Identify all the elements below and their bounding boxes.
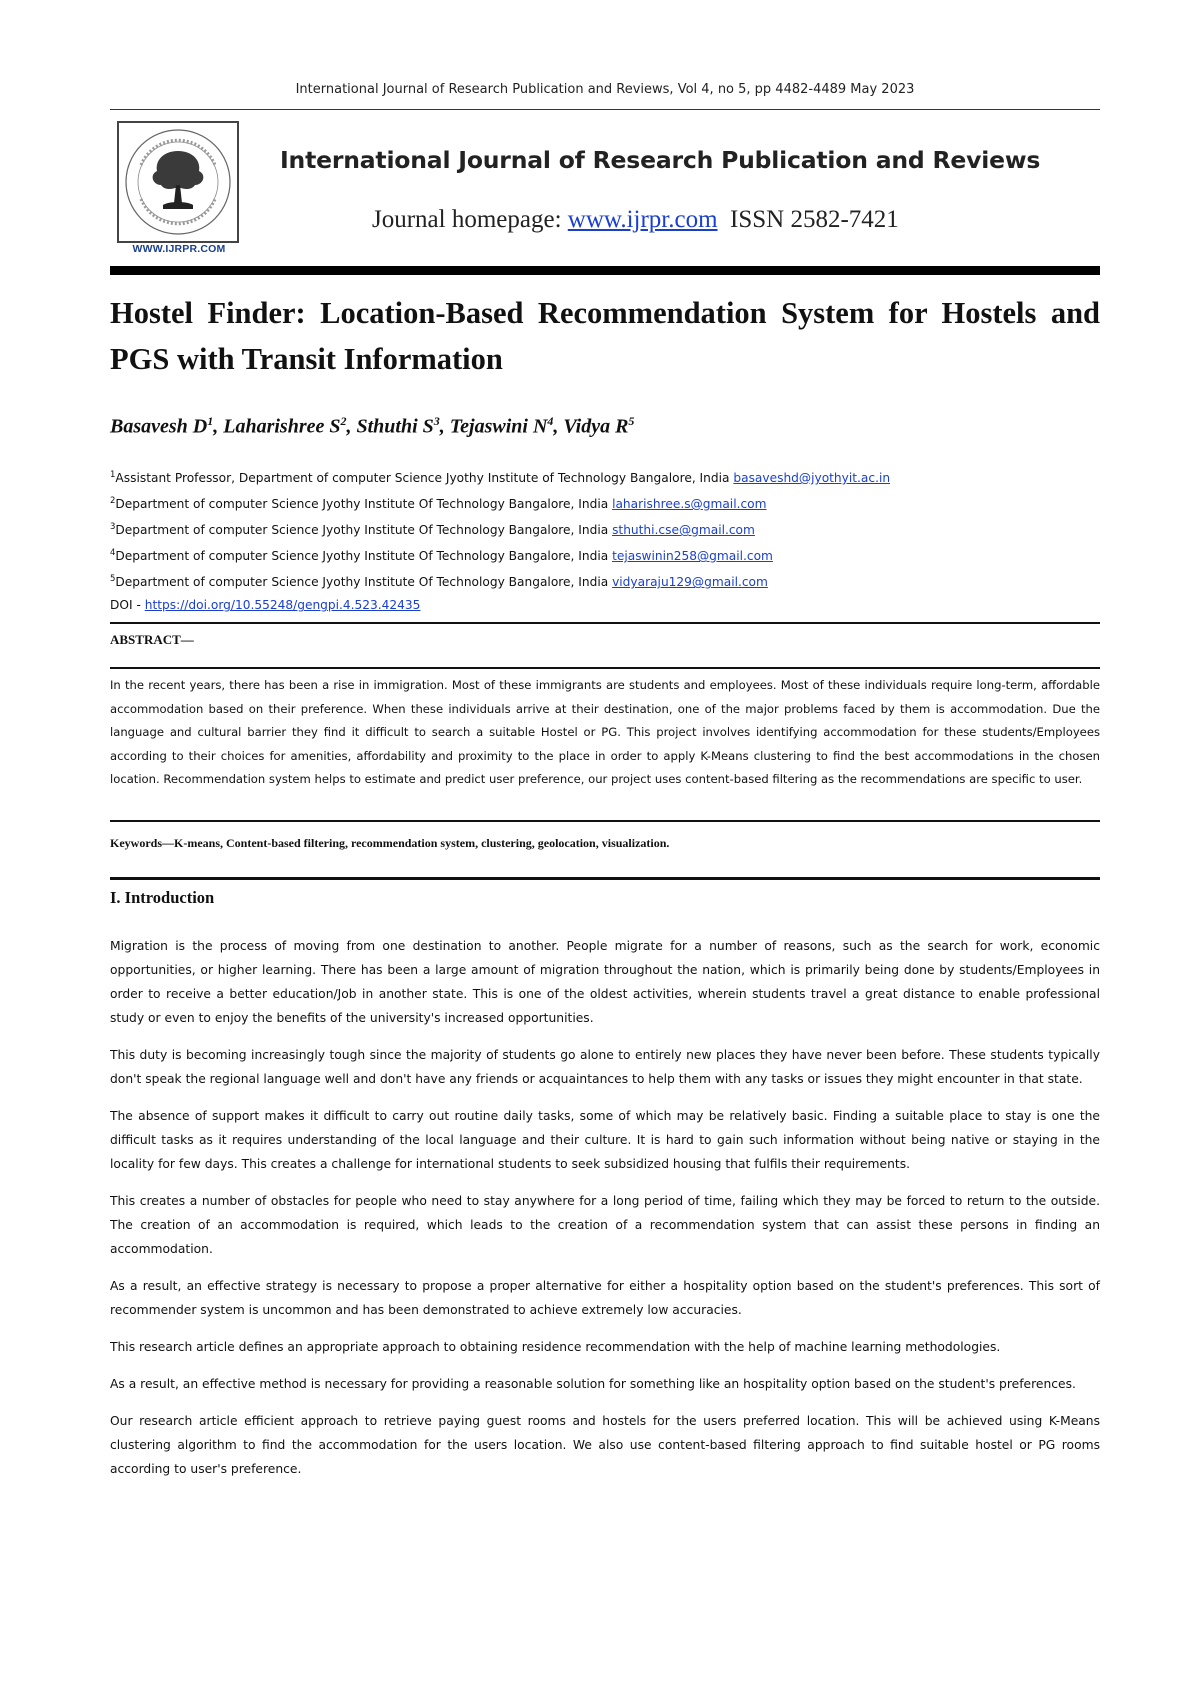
affiliation-sup: 1	[110, 470, 116, 480]
paragraph: Migration is the process of moving from one destination to another. People migrate for a number of reasons, such as the search for work, economic opportunities, or higher learning. There has been a large amount of migration throughout the nation, which is primarily being done by students/Employees in order to receive a better education/Job in another state. This is one of the oldest activities, wherein students travel a great distance to enable professional study or even to enjoy the benefits of the university's increased opportunities.	[110, 939, 1100, 1025]
author-sup: 3	[433, 414, 440, 428]
author: Tejaswini N	[449, 415, 548, 438]
author-sup: 2	[340, 414, 347, 428]
running-head: International Journal of Research Publication and Reviews, Vol 4, no 5, pp 4482-4489 May 2023	[295, 82, 915, 97]
doi-label: DOI -	[110, 598, 145, 613]
paragraph: As a result, an effective method is necessary for providing a reasonable solution for something like an hospitality option based on the student's preferences.	[110, 1377, 1076, 1391]
header-rule	[110, 109, 1100, 110]
journal-homepage	[372, 206, 899, 234]
affiliation-line	[110, 490, 1100, 516]
paragraph: The absence of support makes it difficult to carry out routine daily tasks, some of which may be relatively basic. Finding a suitable place to stay is one the difficult tasks as it requires understanding of the local language and their culture. It is hard to gain such information without being native or staying in the locality for few days. This creates a challenge for international students to seek subsidized housing that fulfils their requirements.	[110, 1109, 1100, 1171]
abstract-mid-rule	[110, 667, 1100, 669]
author: Vidya R	[563, 415, 629, 438]
author: Sthuthi S	[356, 415, 434, 438]
section-rule	[110, 877, 1100, 880]
affiliation-line	[110, 568, 1100, 594]
email-link[interactable]: vidyaraju129@gmail.com	[612, 575, 768, 590]
paragraph: Our research article efficient approach to retrieve paying guest rooms and hostels for the users preferred location. This will be achieved using K-Means clustering algorithm to find the accommodation for the users location. We also use content-based filtering approach to find suitable hostel or PG rooms according to user's preference.	[110, 1414, 1100, 1476]
author: Laharishree S	[223, 415, 341, 438]
abstract-bottom-rule	[110, 820, 1100, 822]
author-sup: 5	[628, 414, 635, 428]
paragraph: This duty is becoming increasingly tough since the majority of students go alone to entirely new places they have never been before. These students typically don't speak the regional language well and don't have any friends or acquaintances to help them with any tasks or issues they might encounter in that state.	[110, 1048, 1100, 1086]
issn: ISSN 2582-7421	[730, 206, 899, 233]
affiliation-text: Department of computer Science Jyothy Institute Of Technology Bangalore, India	[115, 497, 613, 512]
homepage-label: Journal homepage:	[372, 206, 568, 233]
author-list: Basavesh $D^1$, Laharishree $S^2$, Sthuthi $S^3$, Tejaswini $N^4$, Vidya $R^5$	[110, 414, 635, 438]
abstract-top-rule	[110, 622, 1100, 624]
author-sup: 4	[547, 414, 554, 428]
introduction-body	[110, 934, 1100, 1494]
affiliation-line	[110, 464, 1100, 490]
paper-title: Hostel Finder: Location-Based Recommendation System for Hostels and PGS with Transit Information	[110, 296, 1100, 376]
paragraph: This creates a number of obstacles for people who need to stay anywhere for a long period of time, failing which they may be forced to return to the outside. The creation of an accommodation is required, which leads to the creation of a recommendation system that can assist these persons in finding an accommodation.	[110, 1194, 1100, 1256]
email-link[interactable]: tejaswinin258@gmail.com	[612, 549, 773, 564]
affiliation-line	[110, 516, 1100, 542]
affiliation-sup: 5	[110, 574, 116, 585]
author: Basavesh D	[110, 415, 208, 438]
affiliations	[110, 464, 1100, 617]
keywords-text: K-means, Content-based filtering, recommendation system, clustering, geolocation, visualization.	[174, 836, 670, 850]
homepage-link[interactable]: www.ijrpr.com	[567, 206, 718, 233]
masthead-rule	[110, 266, 1100, 275]
affiliation-sup: 2	[110, 496, 116, 507]
journal-name: International Journal of Research Publication and Reviews	[280, 146, 1041, 174]
affiliation-text: Department of computer Science Jyothy Institute Of Technology Bangalore, India	[115, 575, 613, 590]
doi-line	[110, 594, 1100, 617]
paragraph: This research article defines an appropriate approach to obtaining residence recommendation with the help of machine learning methodologies.	[110, 1340, 1001, 1354]
keywords-label: Keywords—	[110, 836, 174, 850]
affiliation-text: Department of computer Science Jyothy Institute Of Technology Bangalore, India	[115, 549, 613, 564]
journal-masthead	[110, 118, 1100, 260]
section-heading: I. Introduction	[110, 888, 215, 907]
doi-link[interactable]: https://doi.org/10.55248/gengpi.4.523.42435	[144, 598, 421, 613]
keywords	[110, 836, 1100, 851]
affiliation-sup: 4	[110, 548, 116, 559]
affiliation-text: Assistant Professor, Department of computer Science Jyothy Institute of Technology Bangalore, India	[115, 471, 734, 486]
email-link[interactable]: laharishree.s@gmail.com	[612, 497, 767, 512]
journal-logo	[114, 121, 240, 259]
journal-seal	[117, 121, 239, 243]
tree-logo-icon	[119, 123, 237, 241]
affiliation-text: Department of computer Science Jyothy Institute Of Technology Bangalore, India	[115, 523, 613, 538]
logo-url-text: WWW.IJRPR.COM	[132, 243, 226, 255]
email-link[interactable]: basaveshd@jyothyit.ac.in	[733, 471, 891, 486]
affiliation-line	[110, 542, 1100, 568]
email-link[interactable]: sthuthi.cse@gmail.com	[612, 523, 755, 538]
abstract-heading: ABSTRACT—	[110, 632, 194, 647]
affiliation-sup: 3	[110, 522, 116, 533]
abstract-body: In the recent years, there has been a rise in immigration. Most of these immigrants are students and employees. Most of these individuals require long-term, affordable accommodation based on their preference. When these individuals arrive at their destination, one of the major problems faced by them is accommodation. Due the language and cultural barrier they find it difficult to search a suitable Hostel or PG. This project involves identifying accommodation for these students/Employees according to their choices for amenities, affordability and proximity to the place in order to apply K-Means clustering to find the best accommodations in the chosen location. Recommendation system helps to estimate and predict user preference, our project uses content-based filtering as the recommendations are specific to user.	[110, 678, 1100, 786]
author-sup: 1	[207, 414, 214, 428]
paragraph: As a result, an effective strategy is necessary to propose a proper alternative for either a hospitality option based on the student's preferences. This sort of recommender system is uncommon and has been demonstrated to achieve extremely low accuracies.	[110, 1279, 1100, 1317]
